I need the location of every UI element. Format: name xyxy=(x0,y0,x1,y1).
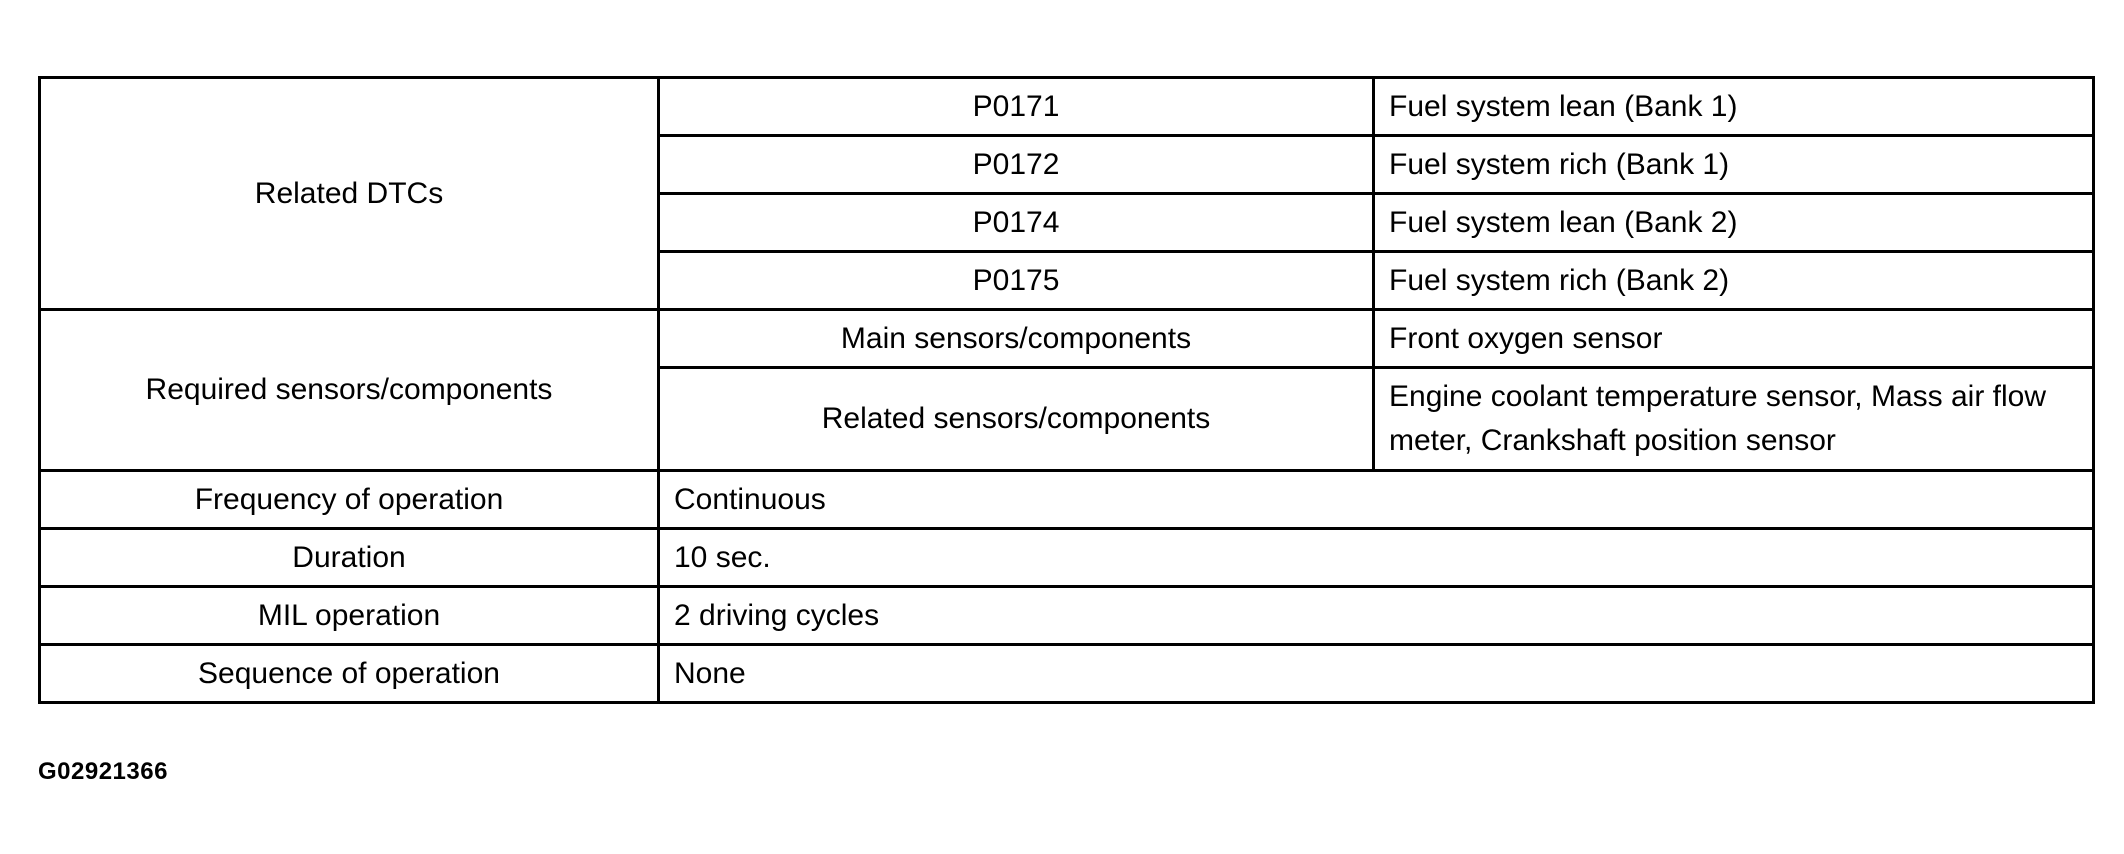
main-sensors-value: Front oxygen sensor xyxy=(1374,310,2094,368)
dtc-code: P0175 xyxy=(659,252,1374,310)
mil-label: MIL operation xyxy=(40,587,659,645)
related-sensors-value: Engine coolant temperature sensor, Mass air flow meter, Crankshaft position sensor xyxy=(1374,368,2094,471)
dtc-description: Fuel system lean (Bank 2) xyxy=(1374,194,2094,252)
dtc-description: Fuel system rich (Bank 2) xyxy=(1374,252,2094,310)
figure-caption: G02921366 xyxy=(38,758,168,785)
related-dtcs-label: Related DTCs xyxy=(40,78,659,310)
frequency-label: Frequency of operation xyxy=(40,471,659,529)
dtc-code: P0171 xyxy=(659,78,1374,136)
required-sensors-label: Required sensors/components xyxy=(40,310,659,471)
frequency-value: Continuous xyxy=(659,471,2094,529)
dtc-code: P0172 xyxy=(659,136,1374,194)
table-row xyxy=(40,310,2094,368)
mil-value: 2 driving cycles xyxy=(659,587,2094,645)
table-row xyxy=(40,529,2094,587)
dtc-description: Fuel system lean (Bank 1) xyxy=(1374,78,2094,136)
related-sensors-label: Related sensors/components xyxy=(659,368,1374,471)
dtc-description: Fuel system rich (Bank 1) xyxy=(1374,136,2094,194)
monitor-spec-table xyxy=(38,76,2095,704)
table-row xyxy=(40,78,2094,136)
main-sensors-label: Main sensors/components xyxy=(659,310,1374,368)
table-row xyxy=(40,645,2094,703)
duration-label: Duration xyxy=(40,529,659,587)
table-row xyxy=(40,471,2094,529)
sequence-value: None xyxy=(659,645,2094,703)
dtc-code: P0174 xyxy=(659,194,1374,252)
sequence-label: Sequence of operation xyxy=(40,645,659,703)
duration-value: 10 sec. xyxy=(659,529,2094,587)
table-row xyxy=(40,587,2094,645)
